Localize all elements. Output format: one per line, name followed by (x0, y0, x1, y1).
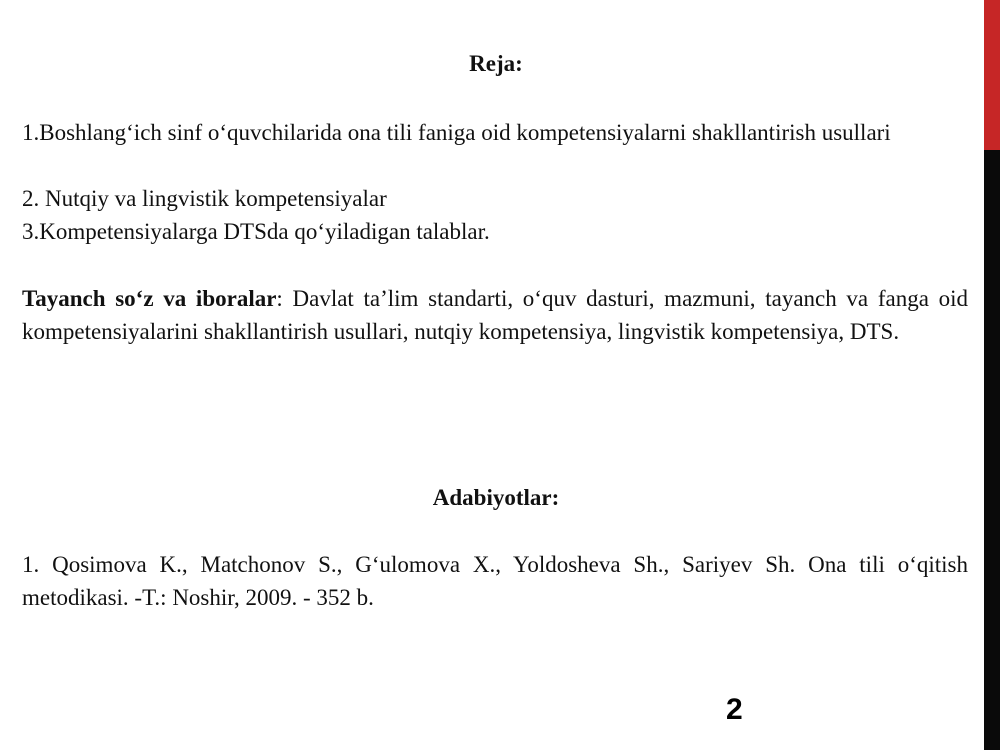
keywords-label: Tayanch so‘z va iboralar (22, 286, 277, 311)
keywords-text: Davlat ta’lim standarti, o‘quv dasturi, mazmuni, tayanch va fanga oid kompetensiyalarini shakllantirish usullari, nutqiy kompetensiya, lingvistik kompetensiya, DTS. (22, 286, 969, 344)
literature-heading: Adabiyotlar: (432, 485, 560, 510)
plan-item: 1.Boshlang‘ich sinf o‘quvchilarida ona tili faniga oid kompetensiyalarni shakllantirish usullari (22, 120, 891, 145)
plan-item: 3.Kompetensiyalarga DTSda qo‘yiladigan talablar. (22, 219, 490, 244)
slide-number: 2 (726, 693, 743, 726)
accent-bar-black (984, 150, 1000, 750)
literature-item: 1. Qosimova K., Matchonov S., G‘ulomova X., Yoldosheva Sh., Sariyev Sh. Ona tili o‘qitish metodikasi. -T.: Noshir, 2009. - 352 b. (22, 552, 968, 610)
keywords-separator: : (276, 286, 283, 311)
plan-item: 2. Nutqiy va lingvistik kompetensiyalar (22, 186, 387, 211)
keywords-paragraph (22, 282, 968, 348)
plan-heading: Reja: (469, 51, 523, 76)
